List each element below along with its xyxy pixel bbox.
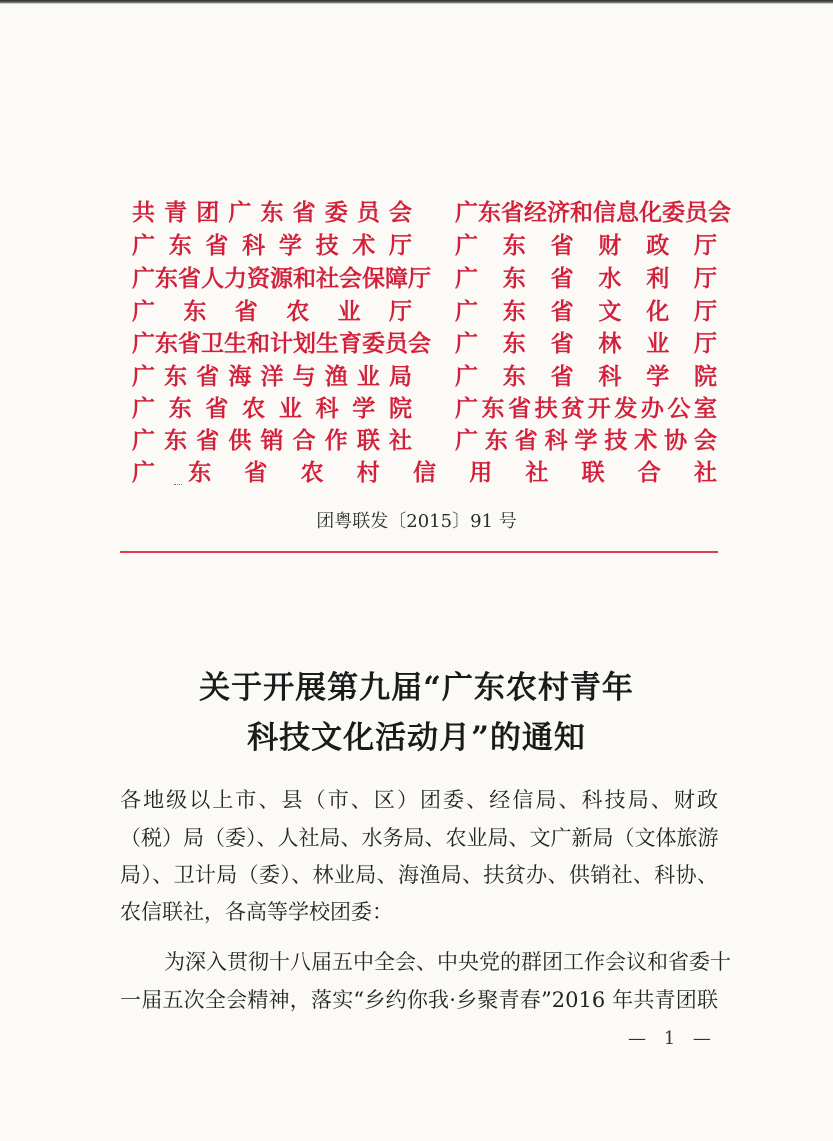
issuer-left: 广东省卫生和计划生育委员会 <box>132 330 431 357</box>
issuer-left: 广东省科学技术厅 <box>132 232 412 259</box>
issuer-row-2 <box>132 231 717 261</box>
issuer-row-3 <box>132 264 717 294</box>
issuer-right: 广东省科学技术协会 <box>455 427 717 454</box>
recipients-line-4: 农信联社，各高等学校团委： <box>120 900 393 924</box>
issuer-row-4 <box>132 297 717 327</box>
issuer-row-5 <box>132 329 717 359</box>
issuer-row-9 <box>132 458 717 488</box>
document-number: 团粤联发〔2015〕91 号 <box>316 511 517 532</box>
recipients-line-2: （税）局（委）、人社局、水务局、农业局、文广新局（文体旅游 <box>120 826 719 850</box>
issuer-full-width: 广东省农村信用社联合社 <box>132 459 717 486</box>
issuer-row-1 <box>132 198 731 228</box>
issuer-right: 广东省扶贫开发办公室 <box>455 395 717 422</box>
red-header-rule <box>120 551 718 553</box>
scan-speck <box>174 484 182 488</box>
issuer-right: 广东省林业厅 <box>455 330 717 357</box>
issuer-left: 共青团广东省委员会 <box>132 199 412 226</box>
document-title-line-1: 关于开展第九届“广东农村青年 <box>199 670 634 706</box>
issuer-left: 广东省海洋与渔业局 <box>132 363 412 390</box>
issuer-right: 广东省经济和信息化委员会 <box>455 199 731 226</box>
paragraph-line-1: 为深入贯彻十八届五中全会、中央党的群团工作会议和省委十 <box>164 950 731 974</box>
issuer-row-8 <box>132 426 717 456</box>
scan-top-edge <box>0 0 833 4</box>
recipients-line-1: 各地级以上市、县（市、区）团委、经信局、科技局、财政 <box>120 788 718 812</box>
issuer-left: 广东省农业厅 <box>132 298 412 325</box>
issuer-left: 广东省供销合作联社 <box>132 427 412 454</box>
issuer-left: 广东省人力资源和社会保障厅 <box>132 265 431 292</box>
issuer-right: 广东省财政厅 <box>455 232 717 259</box>
paragraph-line-2: 一届五次全会精神，落实“乡约你我·乡聚青春”2016 年共青团联 <box>120 988 718 1012</box>
issuer-right: 广东省科学院 <box>455 363 717 390</box>
issuer-row-6 <box>132 362 717 392</box>
recipients-line-3: 局）、卫计局（委）、林业局、海渔局、扶贫办、供销社、科协、 <box>120 863 718 887</box>
issuer-left: 广东省农业科学院 <box>132 395 412 422</box>
issuer-right: 广东省水利厅 <box>455 265 717 292</box>
document-title-line-2: 科技文化活动月”的通知 <box>247 720 586 756</box>
page-number: — 1 — <box>628 1028 717 1049</box>
issuer-row-7 <box>132 394 717 424</box>
issuer-right: 广东省文化厅 <box>455 298 717 325</box>
